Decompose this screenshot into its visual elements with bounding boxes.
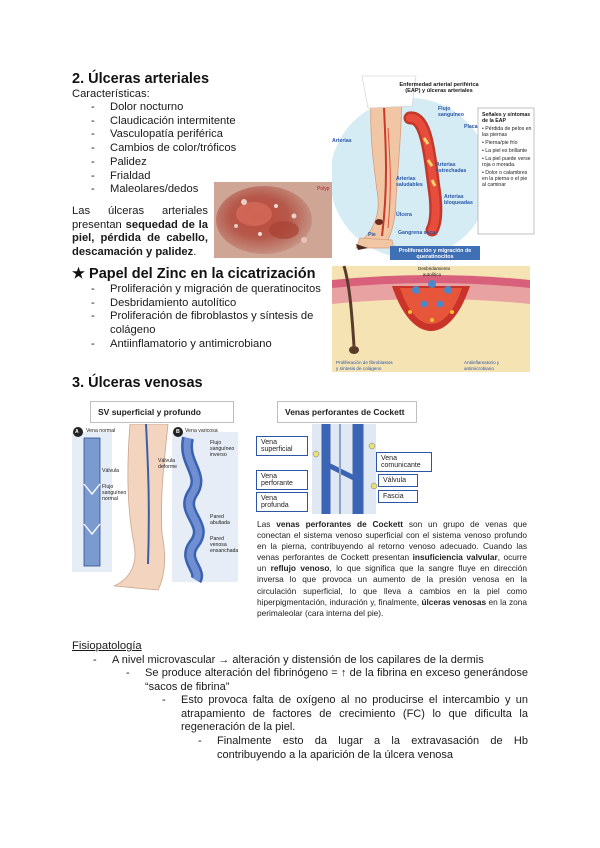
zinc-desbridamiento-label: Desbridamiento autolítico bbox=[418, 266, 451, 277]
section-title-venous: 3. Úlceras venosas bbox=[72, 375, 203, 391]
pared-venosa-label: Pared venosa ensanchada bbox=[210, 536, 239, 554]
eap-flujo-label: Flujo sanguíneo bbox=[438, 106, 464, 118]
inset-b-letter: B bbox=[176, 429, 180, 435]
list-item: La piel puede verse roja o morada. bbox=[482, 156, 531, 168]
list-item: - Palidez bbox=[91, 156, 291, 170]
fisiopatologia-title: Fisiopatología bbox=[72, 640, 142, 652]
list-item: - Finalmente esto da lugar a la extravasación de Hb contribuyendo a la aparición de la úlcera venosa bbox=[198, 735, 528, 762]
eap-title: Enfermedad arterial periférica (EAP) y úlceras arteriales bbox=[399, 82, 479, 94]
eap-diagram bbox=[332, 68, 536, 264]
list-item: - Proliferación y migración de queratinocitos bbox=[91, 283, 331, 297]
label-vena-perforante: Vena perforante bbox=[256, 470, 308, 490]
valvula-label: Válvula bbox=[102, 468, 120, 474]
eap-signs-list: • Pérdida de pelos en las piernas • Pierna/pie frío • La piel es brillante • La piel puede verse roja o morada. • Dolor o calambres en la pierna o el pie al caminar bbox=[482, 126, 532, 188]
inset-a-letter: A bbox=[75, 429, 79, 435]
list-item: La piel es brillante bbox=[485, 148, 528, 154]
zinc-wound-diagram bbox=[332, 246, 530, 372]
cockett-paragraph: Las venas perforantes de Cockett son un grupo de venas que conectan el sistema venoso superficial con el sistema venoso profundo en la pierna, contribuyendo al retorno venoso adecuado. Cuando las venas perforantes de Cockett presentan insuficiencia valvular, ocurre un reflujo venoso, lo que significa que la sangre fluye en dirección inversa lo que provoca un aumento de la presión venosa en la circulación superficial, lo que lleva a cambios en la piel como hiperpigmentación, induración y, finalmente, úlceras venosas en la zona perimaleolar (cara interna del pie). bbox=[257, 519, 528, 618]
eap-estrechadas-label: Arterias estrechadas bbox=[436, 162, 467, 174]
fisio-level-4 bbox=[198, 735, 528, 762]
list-item: - Maleolares/dedos bbox=[91, 183, 291, 197]
list-item: - A nivel microvascular → alteración y distensión de los capilares de la dermis bbox=[93, 654, 533, 668]
label-valvula: Válvula bbox=[378, 474, 418, 487]
list-item: - Dolor nocturno bbox=[91, 101, 291, 115]
label-vena-profunda: Vena profunda bbox=[256, 492, 308, 512]
photo-watermark: Polyp bbox=[317, 186, 330, 192]
list-item: - Frialdad bbox=[91, 170, 291, 184]
list-item: - Cambios de color/tróficos bbox=[91, 142, 291, 156]
arterial-paragraph: Las úlceras arteriales presentan sequedad de la piel, pérdida de cabello, descamación y palidez. bbox=[72, 205, 208, 258]
pared-abultada-label: Pared abultada bbox=[210, 514, 230, 526]
fisio-level-1 bbox=[93, 654, 533, 668]
list-item: - Proliferación de fibroblastos y síntesis de colágeno bbox=[91, 310, 331, 337]
flujo-inverso-label: Flujo sanguíneo inverso bbox=[210, 440, 235, 458]
section-title-zinc: ★ Papel del Zinc en la cicatrización bbox=[72, 266, 316, 282]
eap-placa-label: Placa bbox=[464, 124, 478, 130]
fisio-level-3 bbox=[162, 694, 528, 735]
eap-arterias-label: Arterias bbox=[332, 138, 352, 144]
eap-gangrena-label: Gangrena seca bbox=[398, 230, 436, 236]
list-item: - Claudicación intermitente bbox=[91, 115, 291, 129]
cockett-diagram bbox=[254, 424, 448, 514]
valvula-deforme-label: Válvula deforme bbox=[158, 458, 178, 470]
eap-sanas-label: Arterias saludables bbox=[396, 176, 423, 188]
list-item: Pierna/pie frío bbox=[485, 140, 518, 146]
list-item: Pérdida de pelos en las piernas bbox=[482, 126, 532, 138]
cockett-title: Venas perforantes de Cockett bbox=[277, 401, 417, 423]
list-item: - Se produce alteración del fibrinógeno = ↑ de la fibrina en exceso generándose “sacos de fibrina” bbox=[126, 667, 528, 694]
label-vena-superficial: Vena superficial bbox=[256, 436, 308, 456]
section-title-arterial: 2. Úlceras arteriales bbox=[72, 71, 210, 87]
sv-leg-diagram bbox=[70, 424, 240, 592]
list-item: - Desbridamiento autolítico bbox=[91, 297, 331, 311]
zinc-fibro-label: Proliferación de fibroblastos y síntesis de colágeno bbox=[336, 360, 393, 371]
list-item: Dolor o calambres en la pierna o el pie al caminar bbox=[482, 170, 528, 188]
zinc-anti-label: Antiinflamatorio y antimicrobiano bbox=[464, 360, 500, 371]
vena-varicosa-label: Vena varicosa bbox=[185, 428, 218, 434]
characteristics-label: Características: bbox=[72, 88, 150, 100]
arterial-ulcer-photo bbox=[214, 182, 332, 258]
zinc-banner: Proliferación y migración de queratinocitos bbox=[398, 248, 472, 260]
flujo-normal-label: Flujo sanguíneo normal bbox=[102, 484, 127, 502]
label-vena-comunicante: Vena comunicante bbox=[376, 452, 432, 472]
sv-diagram-title: SV superficial y profundo bbox=[90, 401, 234, 423]
fisio-level-2 bbox=[126, 667, 528, 694]
list-item: - Esto provoca falta de oxígeno al no producirse el intercambio y un atrapamiento de factores de crecimiento (FC) lo que dificulta la regeneración de la piel. bbox=[162, 694, 528, 735]
vena-normal-label: Vena normal bbox=[86, 428, 116, 434]
list-item: - Vasculopatía periférica bbox=[91, 128, 291, 142]
label-fascia: Fascia bbox=[378, 490, 418, 503]
eap-ulcera-label: Úlcera bbox=[396, 212, 412, 218]
eap-signs-title: Señales y síntomas de la EAP bbox=[482, 112, 531, 124]
eap-pie-label: Pie bbox=[368, 232, 376, 238]
eap-bloqueadas-label: Arterias bloqueadas bbox=[444, 194, 473, 206]
list-item: - Antiinflamatorio y antimicrobiano bbox=[91, 338, 331, 352]
zinc-roles-list bbox=[91, 283, 331, 352]
